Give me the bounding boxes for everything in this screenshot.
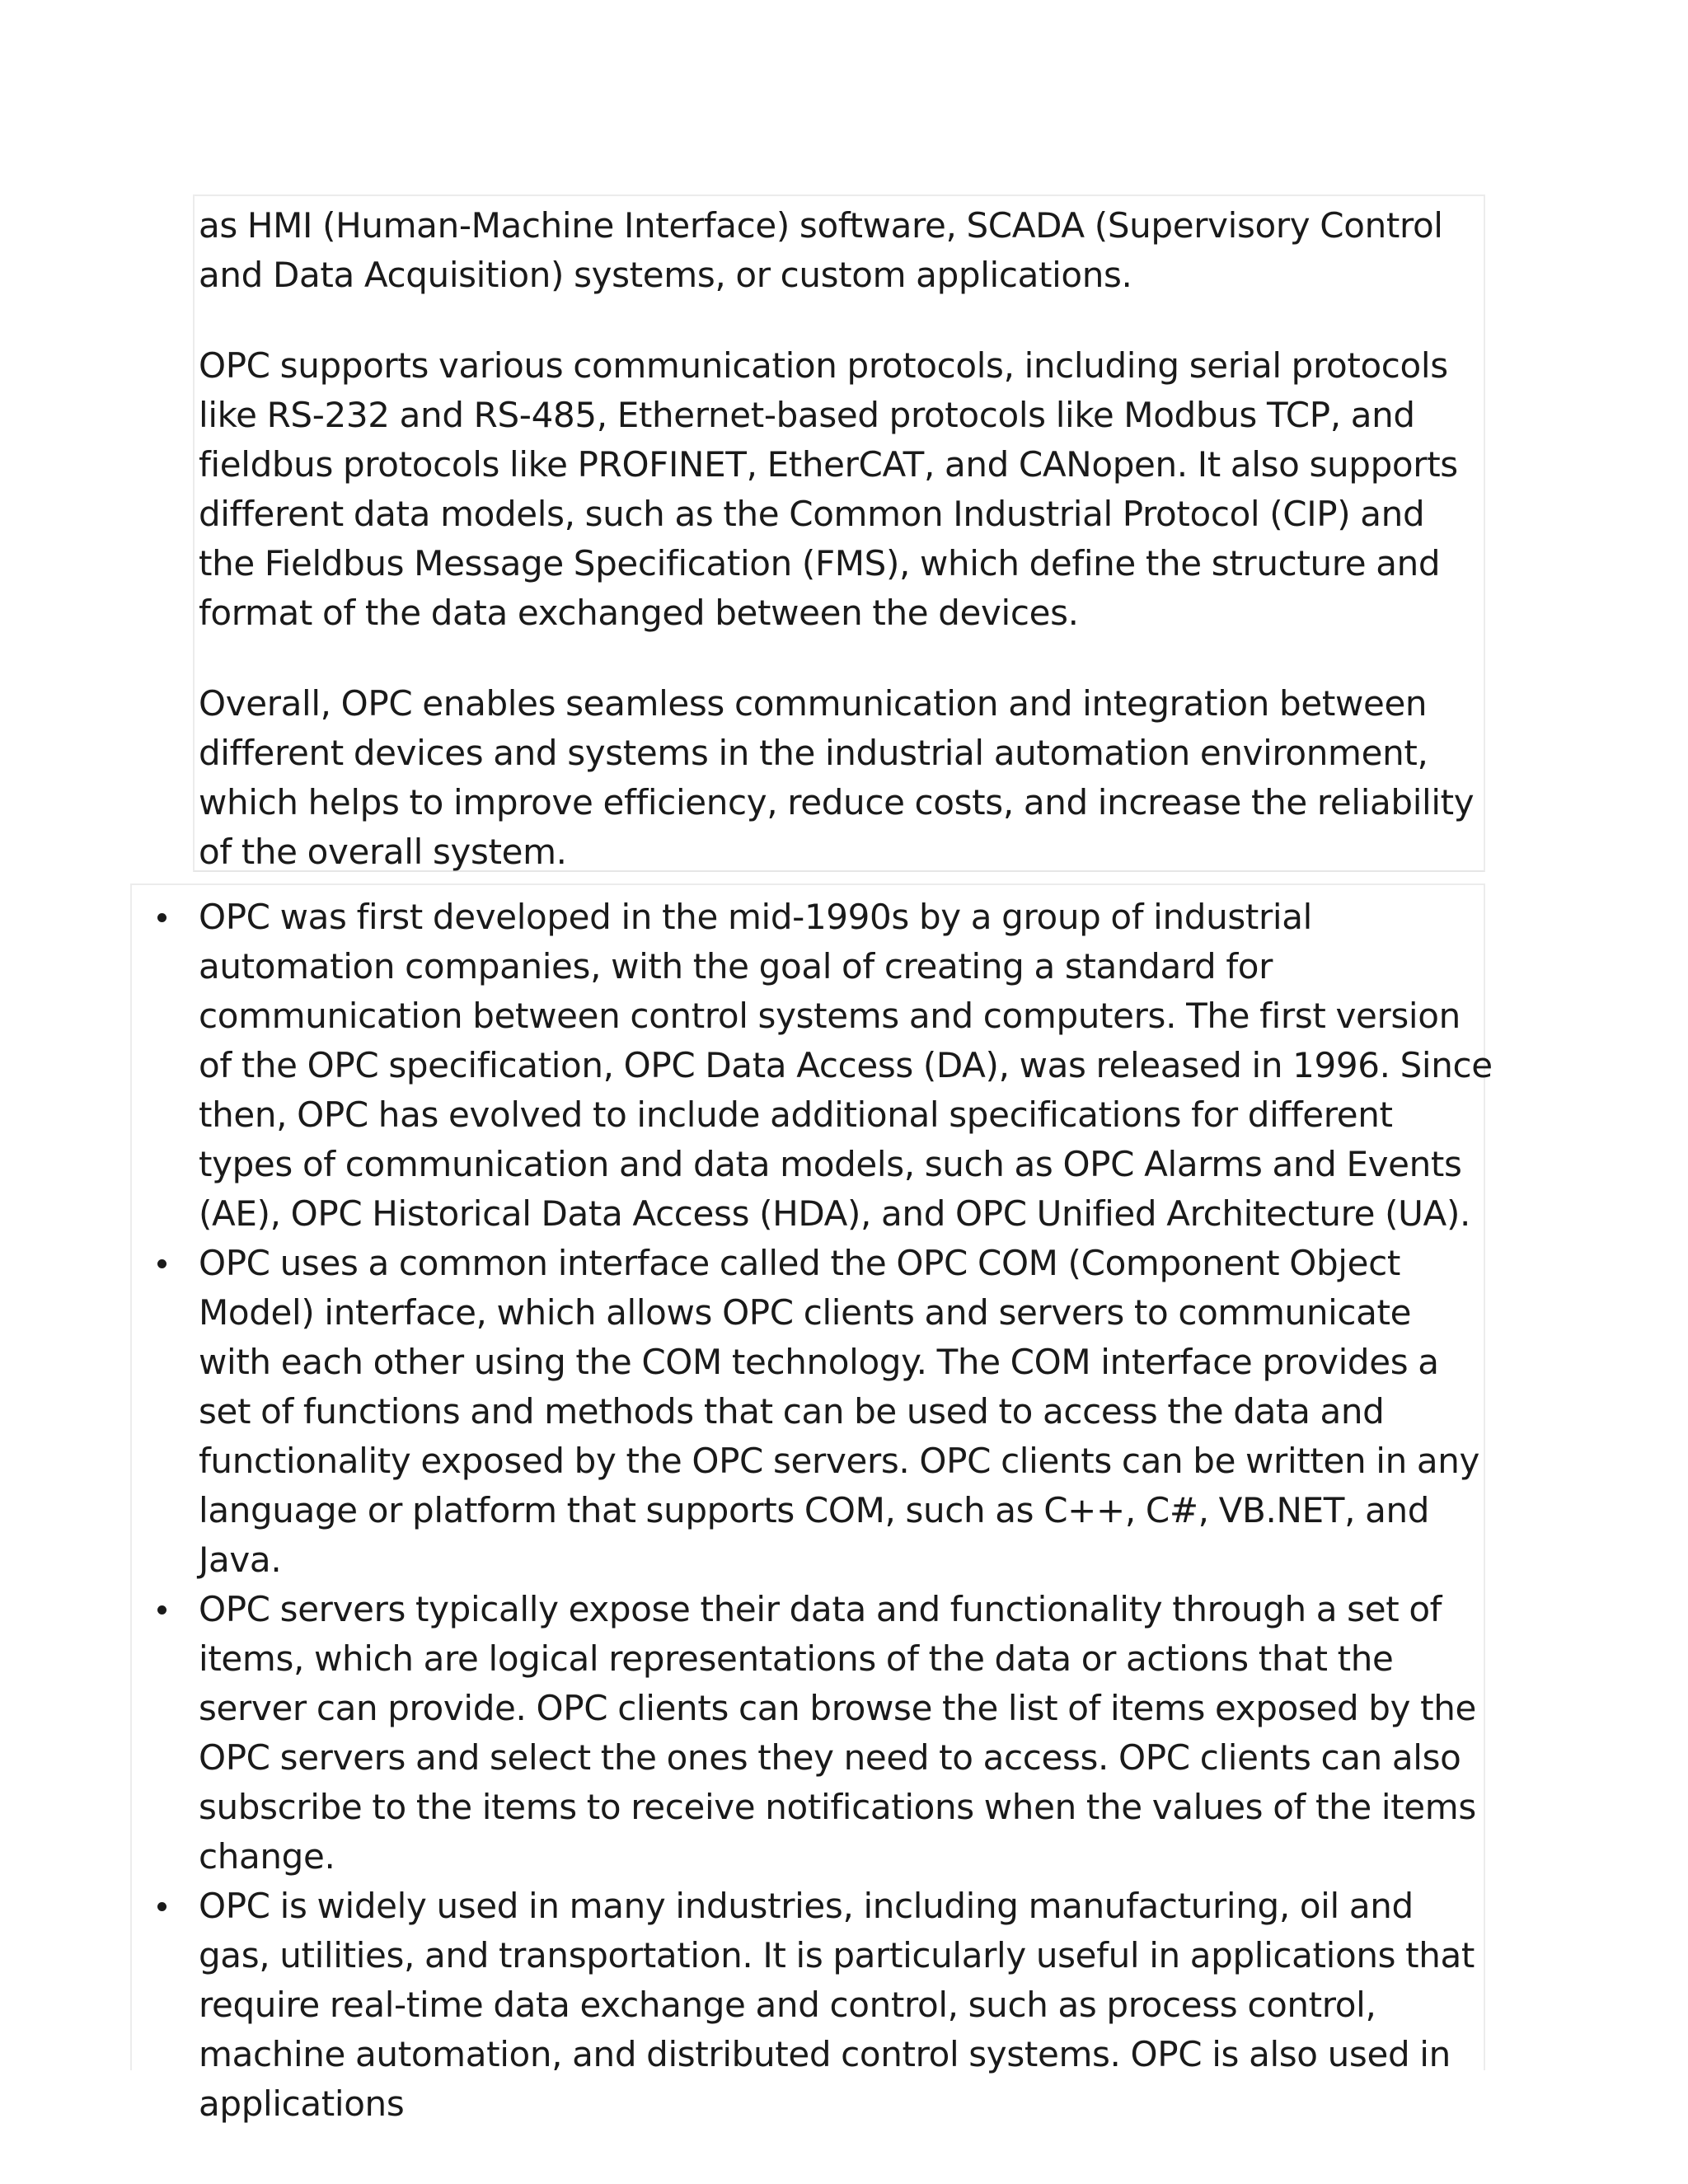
list-item [199, 893, 1493, 1239]
bullet-icon [157, 1902, 166, 1911]
paragraph-overall: Overall, OPC enables seamless communication and integration between different devices and systems in the industrial automation environment, which helps to improve efficiency, reduce costs, and increase the reliability of the overall system. [199, 683, 1475, 872]
bullet-icon [157, 1259, 166, 1268]
list-item [199, 1585, 1493, 1882]
list-item-text: OPC uses a common interface called the OPC COM (Component Object Model) interface, which allows OPC clients and servers to communicate with each other using the COM technology. The COM interface provides a set of functions and methods that can be used to access the data and functionality exposed by the OPC servers. OPC clients can be written in any language or platform that supports COM, such as C++, C#, VB.NET, and Java. [199, 1243, 1480, 1580]
bullet-icon [157, 1605, 166, 1615]
list-item-text: OPC was first developed in the mid-1990s by a group of industrial automation companies, with the goal of creating a standard for communication between control systems and computers. The first version of the OPC specification, OPC Data Access (DA), was released in 1996. Since then, OPC has evolved to include additional specifications for different types of communication and data models, such as OPC Alarms and Events (AE), OPC Historical Data Access (HDA), and OPC Unified Architecture (UA). [199, 897, 1493, 1234]
bullet-list [199, 893, 1493, 2129]
paragraph-intro-continuation: as HMI (Human-Machine Interface) software, SCADA (Supervisory Control and Data Acquisition) systems, or custom applications. [199, 205, 1443, 295]
list-item-text: OPC servers typically expose their data and functionality through a set of items, which are logical representations of the data or actions that the server can provide. OPC clients can browse the list of items exposed by the OPC servers and select the ones they need to access. OPC clients can also subscribe to the items to receive notifications when the values of the items change. [199, 1589, 1476, 1877]
list-item [199, 1239, 1493, 1585]
paragraph-protocols: OPC supports various communication protocols, including serial protocols like RS-232 and RS-485, Ethernet-based protocols like Modbus TCP, and fieldbus protocols like PROFINET, EtherCAT, and CANopen. It also supports different data models, such as the Common Industrial Protocol (CIP) and the Fieldbus Message Specification (FMS), which define the structure and format of the data exchanged between the devices. [199, 345, 1458, 633]
bullet-icon [157, 913, 166, 922]
list-item-text: OPC is widely used in many industries, including manufacturing, oil and gas, utilities, and transportation. It is particularly useful in applications that require real-time data exchange and control, such as process control, machine automation, and distributed control systems. OPC is also used in applications [199, 1886, 1475, 2124]
list-item [199, 1882, 1493, 2129]
